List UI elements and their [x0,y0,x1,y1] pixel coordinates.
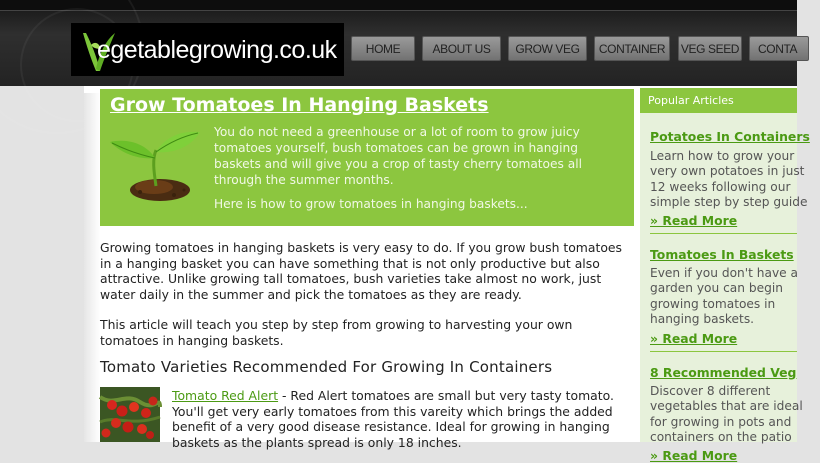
nav-about-us-button[interactable]: ABOUT US [422,36,501,61]
logo-text: egetablegrowing.co.uk [97,36,337,64]
nav-container-more-button[interactable]: CONTA [749,36,809,61]
sidebar-article-desc: Even if you don't have a garden you can begin growing tomatoes in hanging baskets. [650,266,798,326]
article-paragraph-2: This article will teach you step by step from growing to harvesting your own tomatoes in hanging baskets. [100,317,573,348]
sidebar-article-title-link[interactable]: Tomatoes In Baskets [650,247,794,262]
article-paragraph-1: Growing tomatoes in hanging baskets is very easy to do. If you grow bush tomatoes in a hanging basket you can have something that is not only productive but also attractive. Unlike growing tall tomatoes, bush varieties take almost no work, just water daily in the summer and pick the tomatoes as they are ready. [100,240,622,302]
nav-home-button[interactable]: HOME [351,36,415,61]
nav-grow-veg-button[interactable]: GROW VEG [508,36,587,61]
sidebar-article-title-link[interactable]: 8 Recommended Veg [650,365,797,380]
sidebar-read-more-link[interactable]: » Read More [650,213,738,228]
variety-text: - Red Alert tomatoes are small but very tasty tomato. You'll get very early tomatoes from this vareity which brings the added benefit of a very good disease resistance. Ideal for growing in hanging baskets as the plants spread is only 18 inches. [172,388,614,450]
banner-intro-text: You do not need a greenhouse or a lot of room to grow juicy tomatoes yourself, bush tomatoes can be grown in hanging baskets and will give you a crop of tasty cherry tomatoes all through the summer months. [214,125,582,187]
banner-read-link[interactable]: Here is how to grow tomatoes in hanging baskets... [214,197,528,211]
page-shadow [84,93,100,442]
tomato-plant-image [100,387,160,442]
tomato-red-alert-image[interactable] [100,387,160,442]
tomato-red-alert-link[interactable]: Tomato Red Alert [172,388,279,403]
popular-articles-sidebar [640,88,810,463]
sidebar-article-desc: Learn how to grow your very own potatoes in just 12 weeks following our simple step by step guide [650,149,808,209]
nav-veg-seed-button[interactable]: VEG SEED [678,36,742,61]
sidebar-divider [650,351,797,352]
sidebar-article-title-link[interactable]: Potatoes In Containers [650,129,810,144]
banner-title-link[interactable]: Grow Tomatoes In Hanging Baskets [110,94,489,116]
variety-description [172,388,630,450]
sidebar-article-desc: Discover 8 different vegetables that are ideal for growing in pots and containers on the patio [650,384,803,444]
site-logo[interactable] [71,23,344,76]
sidebar-read-more-link[interactable]: » Read More [650,448,738,463]
sidebar-divider [650,233,797,234]
section-heading: Tomato Varieties Recommended For Growing In Containers [100,358,553,376]
seedling-icon [104,124,204,204]
sidebar-read-more-link[interactable]: » Read More [650,331,738,346]
sidebar-header: Popular Articles [640,88,797,113]
nav-container-button[interactable]: CONTAINER [594,36,670,61]
site-header [0,0,797,86]
